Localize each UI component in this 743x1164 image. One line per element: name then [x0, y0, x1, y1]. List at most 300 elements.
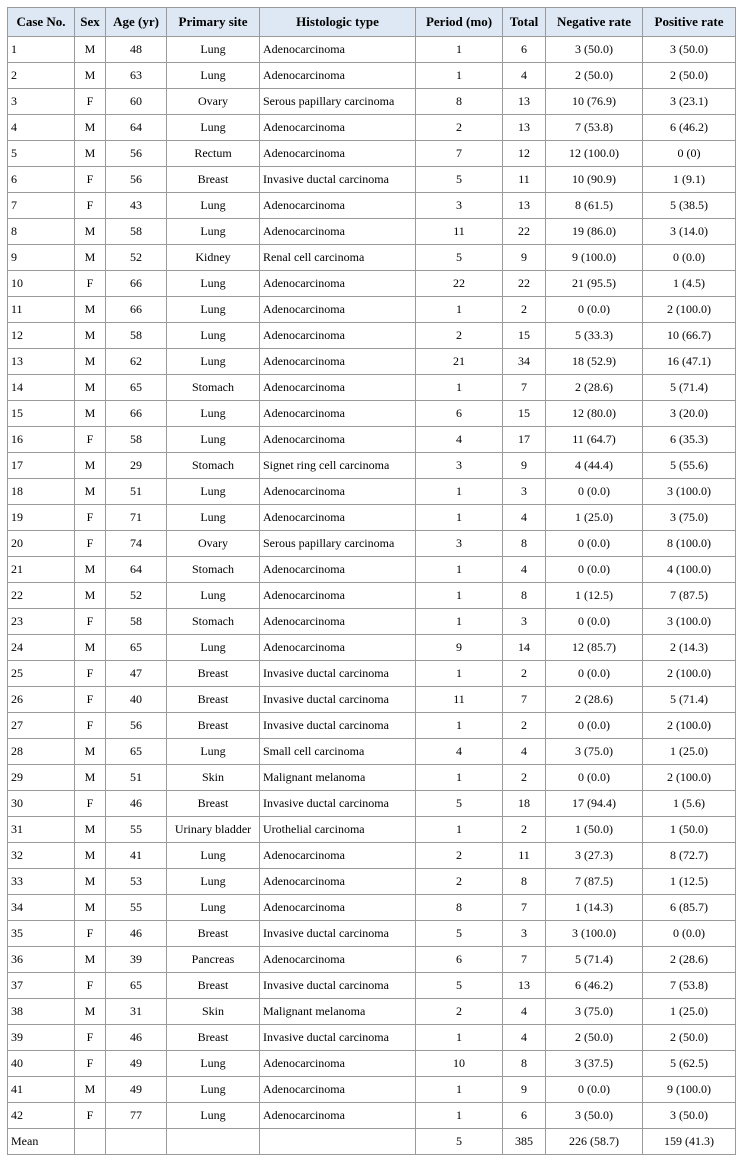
cell-case-no: 26	[8, 687, 75, 713]
cell-age: 58	[106, 427, 167, 453]
cell-age: 55	[106, 895, 167, 921]
cell-age: 40	[106, 687, 167, 713]
table-row	[8, 739, 736, 765]
cell-period: 2	[416, 999, 503, 1025]
cell-period: 1	[416, 661, 503, 687]
cell-total: 4	[503, 63, 546, 89]
cell-period: 6	[416, 947, 503, 973]
cell-period: 1	[416, 557, 503, 583]
cell-sex: F	[75, 973, 106, 999]
col-header-negative-rate: Negative rate	[546, 8, 643, 37]
cell-period: 2	[416, 323, 503, 349]
cell-primary-site: Urinary bladder	[167, 817, 260, 843]
cell-sex: F	[75, 1025, 106, 1051]
cell-primary-site: Stomach	[167, 557, 260, 583]
cell-case-no: 6	[8, 167, 75, 193]
cell-positive-rate: 5 (71.4)	[643, 687, 736, 713]
cell-primary-site: Lung	[167, 297, 260, 323]
cell-age: 56	[106, 713, 167, 739]
cell-case-no: 28	[8, 739, 75, 765]
cell-period: 1	[416, 375, 503, 401]
cell-case-no: 20	[8, 531, 75, 557]
cell-positive-rate: 3 (100.0)	[643, 479, 736, 505]
cell-total: 14	[503, 635, 546, 661]
col-header-positive-rate: Positive rate	[643, 8, 736, 37]
cell-age: 66	[106, 401, 167, 427]
cell-total: 15	[503, 323, 546, 349]
cell-total: 12	[503, 141, 546, 167]
cell-sex: F	[75, 1051, 106, 1077]
cell-sex: M	[75, 219, 106, 245]
table-row	[8, 453, 736, 479]
cell-sex: M	[75, 895, 106, 921]
table-row	[8, 817, 736, 843]
cell-negative-rate: 3 (50.0)	[546, 1103, 643, 1129]
cell-negative-rate: 12 (100.0)	[546, 141, 643, 167]
cell-histologic-type: Invasive ductal carcinoma	[260, 167, 416, 193]
cell-case-no: 22	[8, 583, 75, 609]
cell-age: 46	[106, 921, 167, 947]
table-row	[8, 531, 736, 557]
cell-sex: F	[75, 531, 106, 557]
table-row	[8, 1103, 736, 1129]
cell-age: 49	[106, 1051, 167, 1077]
cell-sex: M	[75, 245, 106, 271]
cell-primary-site: Lung	[167, 739, 260, 765]
table-row	[8, 89, 736, 115]
cell-primary-site: Breast	[167, 713, 260, 739]
cell-positive-rate: 2 (50.0)	[643, 1025, 736, 1051]
cell-period: 3	[416, 453, 503, 479]
cell-age: 66	[106, 271, 167, 297]
cell-histologic-type: Adenocarcinoma	[260, 895, 416, 921]
cell-primary-site: Skin	[167, 765, 260, 791]
cell-period: 1	[416, 713, 503, 739]
cell-sex: M	[75, 817, 106, 843]
table-row	[8, 869, 736, 895]
table-row	[8, 245, 736, 271]
cell-age: 43	[106, 193, 167, 219]
cell-case-no: 18	[8, 479, 75, 505]
cell-age: 41	[106, 843, 167, 869]
cell-histologic-type: Invasive ductal carcinoma	[260, 973, 416, 999]
cell-negative-rate: 18 (52.9)	[546, 349, 643, 375]
cell-case-no: 12	[8, 323, 75, 349]
cell-histologic-type: Adenocarcinoma	[260, 141, 416, 167]
summary-row	[8, 1129, 736, 1155]
cell-histologic-type: Adenocarcinoma	[260, 947, 416, 973]
cell-primary-site: Lung	[167, 63, 260, 89]
table-row	[8, 687, 736, 713]
cell-negative-rate: 4 (44.4)	[546, 453, 643, 479]
cell-age: 56	[106, 141, 167, 167]
cell-case-no: 4	[8, 115, 75, 141]
cell-negative-rate: 226 (58.7)	[546, 1129, 643, 1155]
table-row	[8, 635, 736, 661]
cell-total: 3	[503, 609, 546, 635]
table-row	[8, 401, 736, 427]
cell-negative-rate: 0 (0.0)	[546, 1077, 643, 1103]
cell-sex: M	[75, 557, 106, 583]
cell-total: 13	[503, 89, 546, 115]
cell-positive-rate: 159 (41.3)	[643, 1129, 736, 1155]
cell-histologic-type: Urothelial carcinoma	[260, 817, 416, 843]
cell-sex: F	[75, 609, 106, 635]
cell-positive-rate: 0 (0.0)	[643, 245, 736, 271]
cell-age: 64	[106, 557, 167, 583]
cell-primary-site: Breast	[167, 921, 260, 947]
cell-sex: M	[75, 739, 106, 765]
cell-period: 5	[416, 921, 503, 947]
cell-histologic-type: Invasive ductal carcinoma	[260, 661, 416, 687]
table-row	[8, 973, 736, 999]
cell-case-no: 19	[8, 505, 75, 531]
cell-age: 64	[106, 115, 167, 141]
cell-sex: F	[75, 687, 106, 713]
cell-primary-site: Lung	[167, 869, 260, 895]
cell-age: 58	[106, 219, 167, 245]
cell-case-no: 42	[8, 1103, 75, 1129]
cell-primary-site: Stomach	[167, 453, 260, 479]
cell-period: 1	[416, 1103, 503, 1129]
cell-total: 34	[503, 349, 546, 375]
cell-sex: M	[75, 947, 106, 973]
table-row	[8, 193, 736, 219]
table-row	[8, 323, 736, 349]
cell-negative-rate: 1 (50.0)	[546, 817, 643, 843]
cell-age: 65	[106, 739, 167, 765]
cell-sex: M	[75, 349, 106, 375]
cell-sex: M	[75, 1077, 106, 1103]
cell-negative-rate: 2 (28.6)	[546, 375, 643, 401]
cell-case-no: 34	[8, 895, 75, 921]
cell-negative-rate: 0 (0.0)	[546, 557, 643, 583]
cell-primary-site: Lung	[167, 843, 260, 869]
cell-positive-rate: 3 (23.1)	[643, 89, 736, 115]
cell-age: 58	[106, 323, 167, 349]
cell-sex: M	[75, 401, 106, 427]
table-row	[8, 219, 736, 245]
cell-age: 29	[106, 453, 167, 479]
cell-age: 60	[106, 89, 167, 115]
cell-total: 22	[503, 219, 546, 245]
cell-primary-site: Stomach	[167, 375, 260, 401]
cell-histologic-type: Adenocarcinoma	[260, 1077, 416, 1103]
cell-positive-rate: 2 (100.0)	[643, 713, 736, 739]
cell-sex: F	[75, 713, 106, 739]
cell-positive-rate: 7 (87.5)	[643, 583, 736, 609]
cell-positive-rate: 3 (50.0)	[643, 1103, 736, 1129]
cell-histologic-type: Serous papillary carcinoma	[260, 89, 416, 115]
cell-histologic-type: Malignant melanoma	[260, 765, 416, 791]
cell-negative-rate: 7 (53.8)	[546, 115, 643, 141]
cell-negative-rate: 12 (80.0)	[546, 401, 643, 427]
cell-total: 13	[503, 193, 546, 219]
table-row	[8, 557, 736, 583]
cell-histologic-type: Adenocarcinoma	[260, 37, 416, 63]
cell-negative-rate: 1 (12.5)	[546, 583, 643, 609]
cell-positive-rate: 3 (50.0)	[643, 37, 736, 63]
cell-sex: M	[75, 843, 106, 869]
cell-total: 2	[503, 713, 546, 739]
cell-positive-rate: 2 (50.0)	[643, 63, 736, 89]
cell-positive-rate: 9 (100.0)	[643, 1077, 736, 1103]
cell-period: 5	[416, 1129, 503, 1155]
cell-histologic-type: Adenocarcinoma	[260, 609, 416, 635]
cell-negative-rate: 0 (0.0)	[546, 661, 643, 687]
cell-primary-site: Lung	[167, 505, 260, 531]
cell-histologic-type: Adenocarcinoma	[260, 63, 416, 89]
cell-case-no: 35	[8, 921, 75, 947]
cell-positive-rate: 1 (5.6)	[643, 791, 736, 817]
table-row	[8, 141, 736, 167]
cell-negative-rate: 2 (50.0)	[546, 63, 643, 89]
cell-sex: M	[75, 115, 106, 141]
cell-case-no: 8	[8, 219, 75, 245]
cell-total: 11	[503, 167, 546, 193]
cell-period: 1	[416, 609, 503, 635]
cell-primary-site: Lung	[167, 323, 260, 349]
col-header-case-no: Case No.	[8, 8, 75, 37]
cell-period: 2	[416, 843, 503, 869]
table-row	[8, 609, 736, 635]
cell-sex: F	[75, 89, 106, 115]
cell-total: 3	[503, 479, 546, 505]
cell-sex: F	[75, 1103, 106, 1129]
cell-case-no: 23	[8, 609, 75, 635]
cell-age: 77	[106, 1103, 167, 1129]
cell-total: 8	[503, 531, 546, 557]
cell-sex: F	[75, 193, 106, 219]
cell-histologic-type: Adenocarcinoma	[260, 843, 416, 869]
cell-primary-site: Stomach	[167, 609, 260, 635]
cell-case-no: 16	[8, 427, 75, 453]
cell-period: 4	[416, 739, 503, 765]
cell-total: 17	[503, 427, 546, 453]
cell-case-no: 15	[8, 401, 75, 427]
cell-case-no: 3	[8, 89, 75, 115]
cell-negative-rate: 0 (0.0)	[546, 479, 643, 505]
cell-negative-rate: 3 (27.3)	[546, 843, 643, 869]
cell-total: 4	[503, 557, 546, 583]
table-row	[8, 583, 736, 609]
cell-negative-rate: 0 (0.0)	[546, 713, 643, 739]
cell-total: 2	[503, 661, 546, 687]
cell-histologic-type: Invasive ductal carcinoma	[260, 713, 416, 739]
cell-positive-rate: 0 (0)	[643, 141, 736, 167]
cell-primary-site: Lung	[167, 583, 260, 609]
cell-positive-rate: 5 (62.5)	[643, 1051, 736, 1077]
cell-sex: F	[75, 505, 106, 531]
cell-case-no: 38	[8, 999, 75, 1025]
cell-positive-rate: 16 (47.1)	[643, 349, 736, 375]
table-row	[8, 1077, 736, 1103]
cell-total: 9	[503, 453, 546, 479]
cell-case-no: 31	[8, 817, 75, 843]
cell-sex: M	[75, 869, 106, 895]
cell-primary-site: Lung	[167, 1077, 260, 1103]
cell-case-no: 30	[8, 791, 75, 817]
cell-total: 4	[503, 999, 546, 1025]
cell-period: 8	[416, 89, 503, 115]
cell-age: 63	[106, 63, 167, 89]
cell-case-no: 17	[8, 453, 75, 479]
cell-negative-rate: 5 (33.3)	[546, 323, 643, 349]
cell-age: 52	[106, 245, 167, 271]
cell-period: 1	[416, 505, 503, 531]
cell-period: 1	[416, 583, 503, 609]
cell-negative-rate: 0 (0.0)	[546, 765, 643, 791]
cell-case-no: 37	[8, 973, 75, 999]
cell-age: 58	[106, 609, 167, 635]
cell-negative-rate: 19 (86.0)	[546, 219, 643, 245]
cell-period: 22	[416, 271, 503, 297]
cell-histologic-type: Adenocarcinoma	[260, 583, 416, 609]
cell-positive-rate: 2 (28.6)	[643, 947, 736, 973]
cell-period: 6	[416, 401, 503, 427]
cell-primary-site: Ovary	[167, 89, 260, 115]
cell-primary-site: Lung	[167, 635, 260, 661]
cell-primary-site: Ovary	[167, 531, 260, 557]
cell-case-no: 39	[8, 1025, 75, 1051]
cell-sex: M	[75, 765, 106, 791]
cell-primary-site: Skin	[167, 999, 260, 1025]
cell-age: 62	[106, 349, 167, 375]
table-row	[8, 167, 736, 193]
cell-histologic-type: Adenocarcinoma	[260, 1103, 416, 1129]
cell-histologic-type: Adenocarcinoma	[260, 505, 416, 531]
cell-sex: F	[75, 167, 106, 193]
cell-histologic-type: Adenocarcinoma	[260, 1051, 416, 1077]
cell-negative-rate: 1 (25.0)	[546, 505, 643, 531]
cell-case-no: 14	[8, 375, 75, 401]
cell-case-no: 27	[8, 713, 75, 739]
col-header-primary-site: Primary site	[167, 8, 260, 37]
cell-primary-site: Rectum	[167, 141, 260, 167]
cell-histologic-type: Adenocarcinoma	[260, 557, 416, 583]
cell-case-no: 36	[8, 947, 75, 973]
cell-age: 65	[106, 375, 167, 401]
cell-histologic-type: Adenocarcinoma	[260, 219, 416, 245]
cell-case-no: 24	[8, 635, 75, 661]
cell-negative-rate: 5 (71.4)	[546, 947, 643, 973]
cell-negative-rate: 2 (50.0)	[546, 1025, 643, 1051]
cell-positive-rate: 4 (100.0)	[643, 557, 736, 583]
cell-period: 4	[416, 427, 503, 453]
col-header-age: Age (yr)	[106, 8, 167, 37]
col-header-histologic-type: Histologic type	[260, 8, 416, 37]
cell-negative-rate: 6 (46.2)	[546, 973, 643, 999]
cell-age: 65	[106, 635, 167, 661]
cell-total: 7	[503, 687, 546, 713]
table-row	[8, 713, 736, 739]
cell-total: 3	[503, 921, 546, 947]
table-row	[8, 115, 736, 141]
table-row	[8, 349, 736, 375]
cell-total: 7	[503, 947, 546, 973]
cell-histologic-type: Small cell carcinoma	[260, 739, 416, 765]
cell-negative-rate: 8 (61.5)	[546, 193, 643, 219]
cell-histologic-type: Signet ring cell carcinoma	[260, 453, 416, 479]
cell-positive-rate: 3 (100.0)	[643, 609, 736, 635]
table-row	[8, 895, 736, 921]
cell-period: 10	[416, 1051, 503, 1077]
cell-positive-rate: 3 (20.0)	[643, 401, 736, 427]
cell-case-no: 11	[8, 297, 75, 323]
cell-histologic-type: Adenocarcinoma	[260, 869, 416, 895]
cell-age: 66	[106, 297, 167, 323]
cell-histologic-type: Adenocarcinoma	[260, 297, 416, 323]
cell-age: 51	[106, 479, 167, 505]
table-row	[8, 1025, 736, 1051]
cell-sex: F	[75, 271, 106, 297]
table-row	[8, 791, 736, 817]
cell-period: 11	[416, 219, 503, 245]
cell-positive-rate: 1 (50.0)	[643, 817, 736, 843]
cell-total: 15	[503, 401, 546, 427]
table-row	[8, 843, 736, 869]
cell-age: 52	[106, 583, 167, 609]
cell-sex: M	[75, 37, 106, 63]
cell-negative-rate: 7 (87.5)	[546, 869, 643, 895]
header-row	[8, 8, 736, 37]
cell-primary-site: Breast	[167, 1025, 260, 1051]
cell-age: 56	[106, 167, 167, 193]
cell-positive-rate: 3 (14.0)	[643, 219, 736, 245]
cell-period: 21	[416, 349, 503, 375]
cell-age: 46	[106, 1025, 167, 1051]
cell-period: 8	[416, 895, 503, 921]
cell-histologic-type: Adenocarcinoma	[260, 349, 416, 375]
cell-negative-rate: 3 (75.0)	[546, 999, 643, 1025]
cell-positive-rate: 6 (35.3)	[643, 427, 736, 453]
cell-positive-rate: 2 (100.0)	[643, 765, 736, 791]
cell-period: 5	[416, 791, 503, 817]
cell-period: 1	[416, 297, 503, 323]
cell-histologic-type: Adenocarcinoma	[260, 375, 416, 401]
cell-age: 51	[106, 765, 167, 791]
cell-age: 31	[106, 999, 167, 1025]
cell-period: 5	[416, 245, 503, 271]
cell-case-no: 33	[8, 869, 75, 895]
cell-negative-rate: 9 (100.0)	[546, 245, 643, 271]
cell-case-no: 21	[8, 557, 75, 583]
cell-sex: M	[75, 297, 106, 323]
cell-case-no: 32	[8, 843, 75, 869]
cell-period: 1	[416, 479, 503, 505]
cell-primary-site: Pancreas	[167, 947, 260, 973]
table-row	[8, 63, 736, 89]
cell-positive-rate: 3 (75.0)	[643, 505, 736, 531]
table-row	[8, 297, 736, 323]
cell-primary-site: Breast	[167, 973, 260, 999]
table-row	[8, 37, 736, 63]
cell-histologic-type: Invasive ductal carcinoma	[260, 1025, 416, 1051]
cell-histologic-type: Adenocarcinoma	[260, 323, 416, 349]
cell-period: 2	[416, 869, 503, 895]
cell-age: 55	[106, 817, 167, 843]
cell-histologic-type: Malignant melanoma	[260, 999, 416, 1025]
cell-positive-rate: 8 (100.0)	[643, 531, 736, 557]
cell-sex: F	[75, 921, 106, 947]
cell-histologic-type	[260, 1129, 416, 1155]
cell-total: 18	[503, 791, 546, 817]
cell-age	[106, 1129, 167, 1155]
table-row	[8, 479, 736, 505]
table-row	[8, 427, 736, 453]
cell-positive-rate: 1 (4.5)	[643, 271, 736, 297]
table-row	[8, 505, 736, 531]
